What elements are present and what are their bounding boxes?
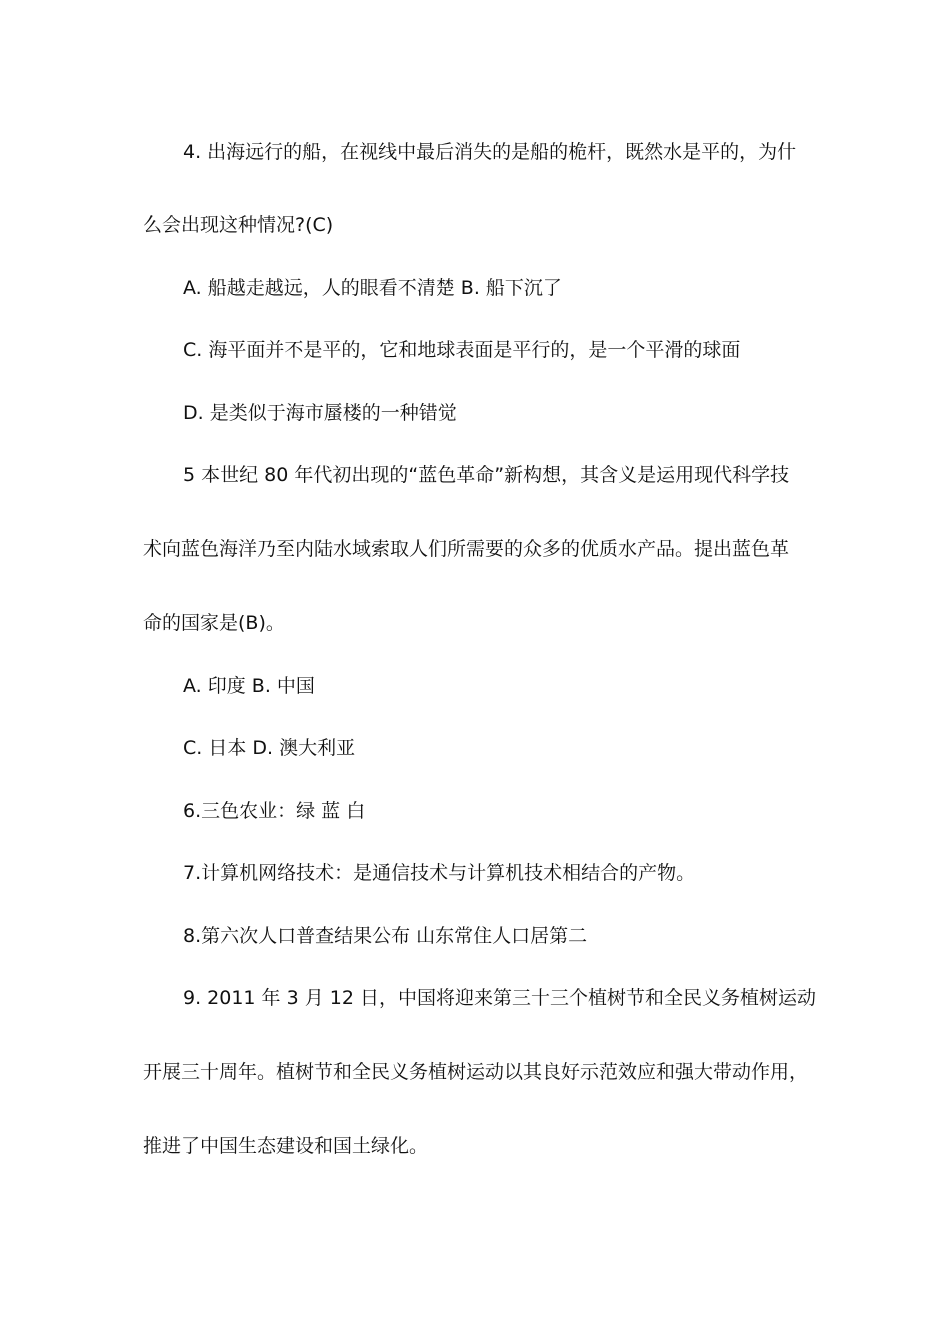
item-7: 7.计算机网络技术：是通信技术与计算机技术相结合的产物。 — [183, 862, 696, 884]
q5-question-line-1: 5 本世纪 80 年代初出现的“蓝色革命”新构想，其含义是运用现代科学技 — [183, 464, 790, 486]
q4-option-c: C. 海平面并不是平的，它和地球表面是平行的，是一个平滑的球面 — [183, 339, 741, 361]
q4-option-d: D. 是类似于海市蜃楼的一种错觉 — [183, 402, 457, 424]
item-9-line-2: 开展三十周年。植树节和全民义务植树运动以其良好示范效应和强大带动作用， — [143, 1061, 809, 1083]
q5-question-line-2: 术向蓝色海洋乃至内陆水域索取人们所需要的众多的优质水产品。提出蓝色革 — [143, 538, 790, 560]
q5-question-line-3: 命的国家是(B)。 — [143, 612, 285, 634]
item-8: 8.第六次人口普查结果公布 山东常住人口居第二 — [183, 925, 588, 947]
item-6: 6.三色农业：绿 蓝 白 — [183, 800, 366, 822]
q4-question-line-1: 4. 出海远行的船，在视线中最后消失的是船的桅杆，既然水是平的，为什 — [183, 141, 797, 163]
item-9-line-3: 推进了中国生态建设和国土绿化。 — [143, 1135, 429, 1157]
item-9-line-1: 9. 2011 年 3 月 12 日，中国将迎来第三十三个植树节和全民义务植树运动 — [183, 987, 816, 1009]
q5-options-c-d: C. 日本 D. 澳大利亚 — [183, 737, 356, 759]
q4-question-line-2: 么会出现这种情况?(C) — [143, 214, 334, 236]
q5-options-a-b: A. 印度 B. 中国 — [183, 675, 315, 697]
q4-options-a-b: A. 船越走越远，人的眼看不清楚 B. 船下沉了 — [183, 277, 562, 299]
